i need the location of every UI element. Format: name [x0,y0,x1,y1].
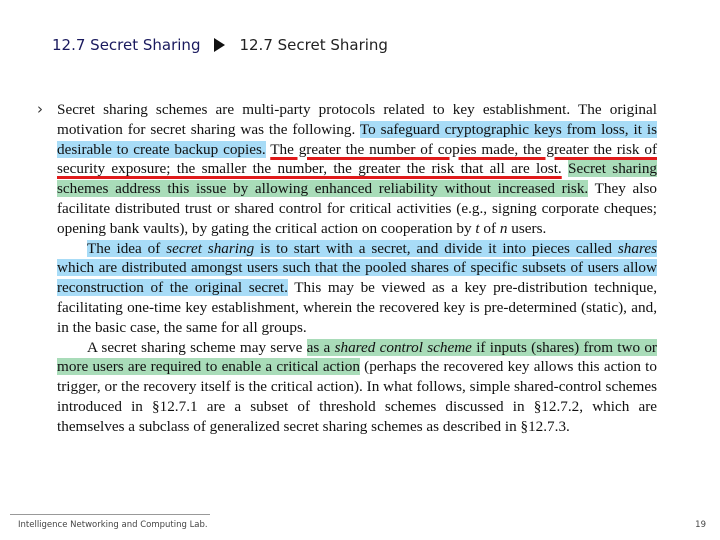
var-t: t [475,219,480,237]
p2-rest: This may be viewed as a key pre-distribution technique, facilitating one-time key establishment, wherein the recovered key is pre-determined (static), and, in the basic case, the same for all groups. [57,279,657,336]
p1-sentence-1: Secret sharing schemes are multi-party protocols related to key establishment. The original motivation for secret sharing was the following. [57,101,657,138]
paragraph-3: A secret sharing scheme may serve as a shared control scheme if inputs (shares) from two or more users are required to enable a critical action (perhaps the recovered key allows this action to trigger, or the recovery itself is the critical action). In what follows, simple shared-control schemes introduced in §12.7.1 are a subset of threshold schemes discussed in §12.7.2, which are themselves a subclass of generalized secret sharing schemes as described in §12.7.3. [57,338,657,435]
breadcrumb-subsection: 12.7 Secret Sharing [239,36,388,54]
footer-lab-name: Intelligence Networking and Computing Lab. [18,520,208,530]
paragraph-2 [57,239,657,338]
p2-highlight-blue: The idea of secret sharing is to start with a secret, and divide it into pieces called shares which are distributed amongst users such that the pooled shares of specific subsets of users allow reconstruction of the original secret. [57,239,657,297]
p1-sentence-5: They also facilitate distributed trust or shared control for critical activities (e.g., signing corporate cheques; opening bank vaults), by gating the critical action on cooperation by [57,180,657,237]
excerpt-text [57,100,657,437]
bullet-chevron-icon: › [37,100,43,118]
breadcrumb-section: 12.7 Secret Sharing [52,36,201,54]
paragraph-1: Secret sharing schemes are multi-party protocols related to key establishment. The original motivation for secret sharing was the following. To safeguard cryptographic keys from loss, it is desirable to create backup copies. The greater the number of copies made, the greater the risk of security exposure; the smaller the number, the greater the risk that all are lost. Secret sharing schemes address this issue by allowing enhanced reliability without increased risk. They also facilitate distributed trust or shared control for critical activities (e.g., signing corporate cheques; opening bank vaults), by gating the critical action on cooperation by t of n users. [57,101,658,237]
page-number: 19 [695,520,706,530]
p1-highlight-green-1: Secret sharing schemes address this issue by allowing enhanced reliability without increased risk. [57,160,658,198]
triangle-arrow-icon [214,38,225,52]
p1-highlight-blue-1: To safeguard cryptographic keys from loss, it is desirable to create backup copies. [57,120,657,158]
var-n: n [499,219,508,237]
p3-rest: (perhaps the recovered key allows this action to trigger, or the recovery itself is the critical action). In what follows, simple shared-control schemes introduced in §12.7.1 are a subset of threshold schemes discussed in §12.7.2, which are themselves a subclass of generalized secret sharing schemes as described in §12.7.3. [57,358,657,435]
p3-highlight-green: as a shared control scheme if inputs (shares) from two or more users are required to enable a critical action [57,338,657,376]
slide-header [52,36,388,54]
footer-divider [10,514,210,515]
p1-underline-red: The greater the number of copies made, the greater the risk of security exposure; the smaller the number, the greater the risk that all are lost. [57,140,657,178]
